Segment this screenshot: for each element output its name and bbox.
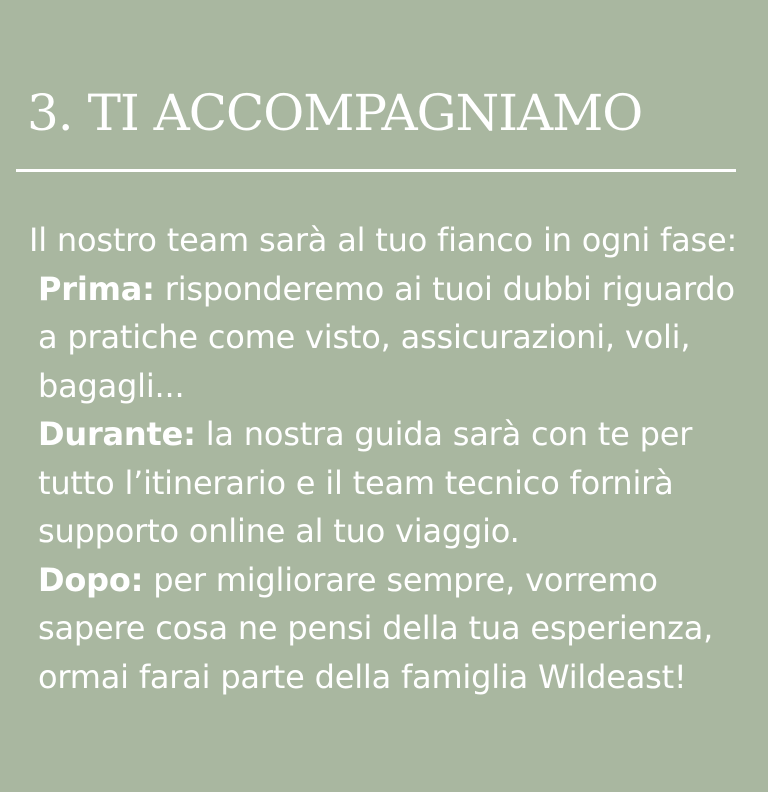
phase-before-text: risponderemo ai tuoi dubbi riguardo a pratiche come visto, assicurazioni, voli, bagagli... — [38, 269, 735, 405]
phase-after — [29, 556, 759, 702]
section-title: 3. TI ACCOMPAGNIAMO — [27, 84, 643, 142]
phase-during-text: la nostra guida sarà con te per tutto l’itinerario e il team tecnico fornirà supporto online al tuo viaggio. — [38, 415, 693, 550]
phase-during — [29, 410, 759, 556]
phase-after-label: Dopo: — [38, 560, 144, 599]
intro-text: Il nostro team sarà al tuo fianco in ogni fase: — [29, 221, 738, 259]
phase-before-label: Prima: — [38, 269, 155, 308]
phase-before — [29, 265, 759, 411]
title-divider — [16, 169, 736, 172]
phase-during-label: Durante: — [38, 415, 196, 453]
phase-after-text: per migliorare sempre, vorremo sapere cosa ne pensi della tua esperienza, ormai farai parte della famiglia Wildeast! — [38, 560, 714, 696]
section-body — [29, 216, 759, 701]
